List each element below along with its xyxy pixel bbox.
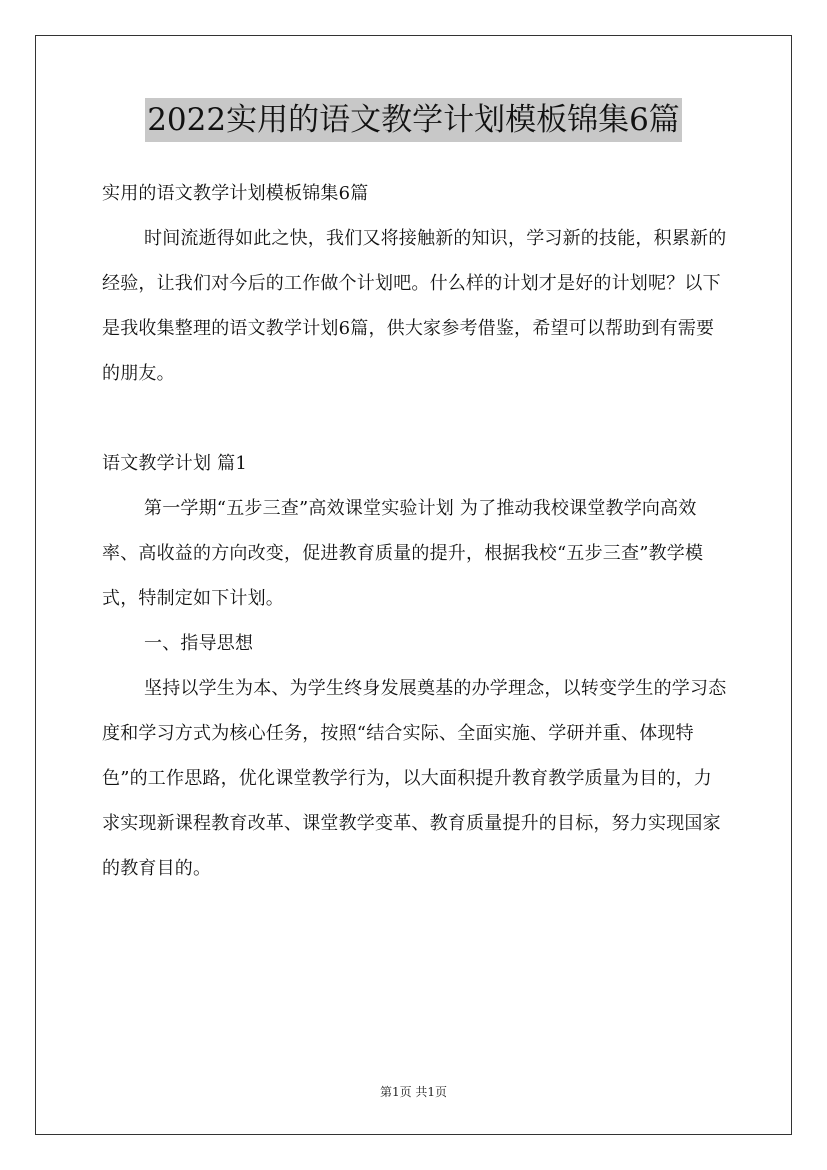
sub-heading: 一、指导思想 [144, 633, 254, 654]
intro-paragraph: 时间流逝得如此之快，我们又将接触新的知识，学习新的技能，积累新的经验，让我们对今后的工作做个计划吧。什么样的计划才是好的计划呢？以下是我收集整理的语文教学计划6篇，供大家参考借鉴，希望可以帮助到有需要的朋友。 [102, 228, 727, 384]
blank-line [102, 396, 728, 441]
document-body [102, 171, 728, 891]
section-heading: 语文教学计划 篇1 [102, 453, 247, 474]
page-footer: 第1页 共1页 [379, 1085, 448, 1099]
guiding-paragraph: 坚持以学生为本、为学生终身发展奠基的办学理念，以转变学生的学习态度和学习方式为核心任务，按照“结合实际、全面实施、学研并重、体现特色”的工作思路，优化课堂教学行为，以大面积提升教育教学质量为目的，力求实现新课程教育改革、课堂教学变革、教育质量提升的目标，努力实现国家的教育目的。 [102, 678, 727, 879]
section-intro-paragraph: 第一学期“五步三查”高效课堂实验计划 为了推动我校课堂教学向高效率、高收益的方向改变，促进教育质量的提升，根据我校“五步三查”教学模式，特制定如下计划。 [102, 498, 704, 609]
document-title: 2022实用的语文教学计划模板锦集6篇 [145, 98, 682, 142]
title-container [0, 98, 827, 142]
document-subtitle: 实用的语文教学计划模板锦集6篇 [102, 183, 369, 204]
